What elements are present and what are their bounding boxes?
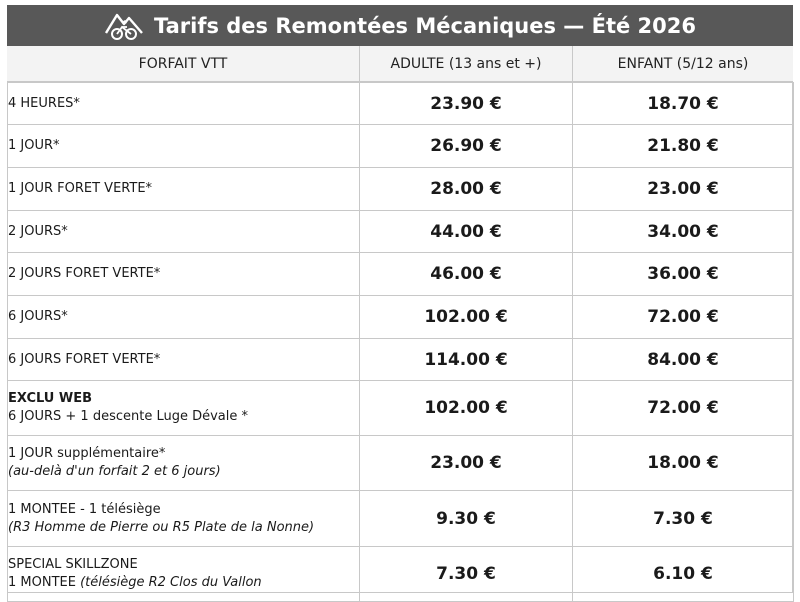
table-row (8, 436, 794, 491)
adult-price: 28.00 € (360, 168, 573, 211)
adult-price: 7.30 € (360, 547, 573, 602)
child-price: 72.00 € (573, 296, 794, 339)
forfait-name (8, 491, 360, 547)
forfait-name: 2 JOURS FORET VERTE* (8, 253, 360, 296)
table-row (8, 491, 794, 547)
table-row (8, 547, 794, 602)
header-enfant: ENFANT (5/12 ans) (572, 46, 793, 81)
forfait-note: (télésiège R2 Clos du Vallon (80, 575, 262, 590)
table-row (8, 168, 794, 211)
adult-price: 102.00 € (360, 381, 573, 436)
forfait-name-line1: 1 MONTEE - 1 télésiège (8, 501, 161, 517)
forfait-name: 1 JOUR FORET VERTE* (8, 168, 360, 211)
header-adulte: ADULTE (13 ans et +) (359, 46, 572, 81)
child-price: 34.00 € (573, 211, 794, 253)
mountain-bike-icon (104, 11, 144, 41)
forfait-name-line2: 6 JOURS + 1 descente Luge Dévale * (8, 409, 249, 424)
page-title: Tarifs des Remontées Mécaniques — Été 2026 (153, 13, 697, 38)
forfait-name: 4 HEURES* (8, 83, 360, 125)
adult-price: 23.90 € (360, 83, 573, 125)
forfait-note: (R3 Homme de Pierre ou R5 Plate de la Nonne) (8, 519, 315, 535)
forfait-name (8, 381, 360, 436)
forfait-name: 6 JOURS* (8, 296, 360, 339)
forfait-name-line2: 1 MONTEE (8, 575, 81, 590)
adult-price: 102.00 € (360, 296, 573, 339)
header-forfait: FORFAIT VTT (138, 55, 228, 72)
forfait-note: (au-delà d'un forfait 2 et 6 jours) (8, 464, 221, 479)
table-row (8, 125, 794, 168)
child-price: 84.00 € (573, 339, 794, 381)
forfait-name (8, 547, 360, 602)
child-price: 7.30 € (573, 491, 794, 547)
price-table (7, 82, 794, 602)
forfait-name-line2-wrap (8, 574, 359, 592)
table-row (8, 381, 794, 436)
child-price: 18.70 € (573, 83, 794, 125)
child-price: 18.00 € (573, 436, 794, 491)
forfait-name: 1 JOUR* (8, 125, 360, 168)
adult-price: 46.00 € (360, 253, 573, 296)
child-price: 36.00 € (573, 253, 794, 296)
child-price: 6.10 € (573, 547, 794, 602)
forfait-name: 2 JOURS* (8, 211, 360, 253)
table-row (8, 211, 794, 253)
adult-price: 44.00 € (360, 211, 573, 253)
forfait-name-bold: EXCLU WEB (8, 391, 93, 406)
forfait-name-line1: SPECIAL SKILLZONE (8, 557, 138, 572)
adult-price: 9.30 € (360, 491, 573, 547)
table-row (8, 253, 794, 296)
adult-price: 23.00 € (360, 436, 573, 491)
adult-price: 26.90 € (360, 125, 573, 168)
table-row (8, 83, 794, 125)
table-row (8, 339, 794, 381)
child-price: 23.00 € (573, 168, 794, 211)
child-price: 72.00 € (573, 381, 794, 436)
title-bar (7, 5, 793, 46)
forfait-name-line1: 1 JOUR supplémentaire* (8, 446, 166, 461)
forfait-name: 6 JOURS FORET VERTE* (8, 339, 360, 381)
table-row (8, 296, 794, 339)
table-header (7, 46, 793, 82)
forfait-name (8, 436, 360, 491)
child-price: 21.80 € (573, 125, 794, 168)
adult-price: 114.00 € (360, 339, 573, 381)
